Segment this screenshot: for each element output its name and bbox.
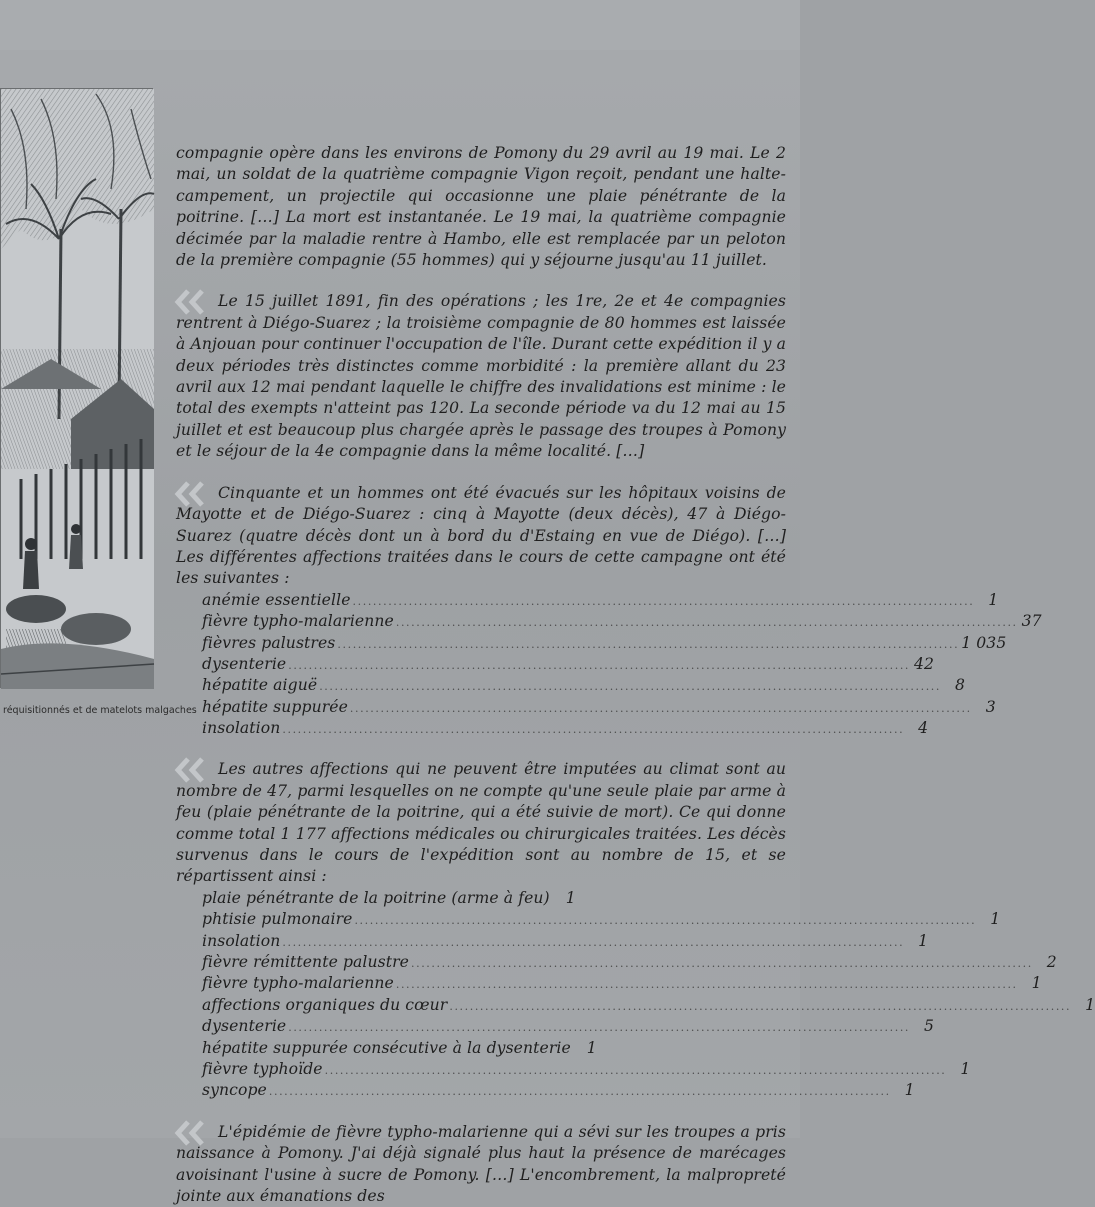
list-item-label: hépatite suppurée: [202, 697, 348, 716]
list-item-value: 2: [1046, 953, 1057, 972]
list-item: [202, 973, 1042, 994]
list-item: [202, 952, 1057, 973]
list-item-value: 1: [988, 590, 999, 609]
list-item-value: 1: [918, 931, 929, 950]
figure-caption: réquisitionnés et de matelots malgaches: [3, 705, 197, 716]
list-item: [202, 611, 1042, 632]
list-item: [202, 909, 1001, 930]
top-margin: [0, 0, 800, 50]
paragraph-3: Cinquante et un hommes ont été évacués sur les hôpitaux voisins de Mayotte et de Diégo-Suarez : cinq à Mayotte (deux décès), 47 à Diégo-Suarez (quatre décès dont un à bord du d'Estaing en vue de Diégo). […] Les différentes affections traitées dans le cours de cette campagne ont été les suivantes :: [176, 483, 786, 588]
list-item-label: insolation: [202, 931, 281, 950]
paragraph-4: Les autres affections qui ne peuvent être imputées au climat sont au nombre de 47, parmi lesquelles on ne compte qu'une seule plaie par arme à feu (plaie pénétrante de la poitrine, qui a été suivie de mort). Ce qui donne comme total 1 177 affections médicales ou chirurgicales traitées. Les décès survenus dans le cours de l'expédition sont au nombre de 15, et se répartissent ainsi :: [176, 760, 786, 886]
list-item-value: 37: [1021, 612, 1042, 631]
paragraph-3-block: [176, 483, 786, 590]
list-item-label: fièvre typho-malarienne: [202, 612, 394, 631]
list-item-value: 1: [990, 910, 1001, 929]
list-item-value: 1: [1085, 995, 1095, 1014]
list-item-value: 1: [904, 1081, 915, 1100]
list-item: [202, 718, 929, 739]
list-item: [202, 675, 965, 696]
list-item-label: phtisie pulmonaire: [202, 910, 353, 929]
list-item-value: 1: [1031, 974, 1042, 993]
list-item: [202, 888, 576, 909]
list-item-label: fièvres palustres: [202, 633, 336, 652]
list-item-value: 5: [924, 1017, 935, 1036]
list-item-label: hépatite aiguë: [202, 676, 318, 695]
list-item-label: hépatite suppurée consécutive à la dysenterie: [202, 1038, 571, 1057]
deaths-list: [176, 888, 1095, 1102]
text-column: [176, 143, 1095, 1207]
paragraph-1: compagnie opère dans les environs de Pomony du 29 avril au 19 mai. Le 2 mai, un soldat de la quatrième compagnie Vigon reçoit, pendant une halte-campement, un projectile qui occasionne une plaie pénétrante de la poitrine. […] La mort est instantanée. Le 19 mai, la quatrième compagnie décimée par la maladie rentre à Hambo, elle est remplacée par un peloton de la première compagnie (55 hommes) qui y séjourne jusqu'au 11 juillet.: [176, 144, 786, 270]
list-item-value: 42: [913, 654, 935, 673]
list-item-value: 1: [586, 1038, 597, 1057]
list-item: [202, 1038, 597, 1059]
list-item-value: 3: [985, 697, 996, 716]
list-item-label: fièvre typho-malarienne: [202, 974, 394, 993]
list-item-value: 1: [565, 888, 576, 907]
list-item-value: 4: [918, 719, 929, 738]
list-item: [202, 1059, 971, 1080]
engraving-illustration: [0, 88, 153, 688]
list-item: [202, 633, 1007, 654]
list-item-label: plaie pénétrante de la poitrine (arme à feu): [202, 888, 550, 907]
list-item-label: affections organiques du cœur: [202, 995, 448, 1014]
list-item-label: anémie essentielle: [202, 590, 351, 609]
list-item-value: 8: [954, 676, 965, 695]
list-item: [202, 654, 935, 675]
list-item: [202, 1016, 935, 1037]
list-item: [202, 1080, 915, 1101]
list-item-label: fièvre rémittente palustre: [202, 953, 410, 972]
list-item: [202, 590, 999, 611]
list-item: [202, 995, 1095, 1016]
paragraph-4-block: [176, 759, 786, 887]
paragraph-2: Le 15 juillet 1891, fin des opérations ; les 1re, 2e et 4e compagnies rentrent à Diégo-Suarez ; la troisième compagnie de 80 hommes est laissée à Anjouan pour continuer l'occupation de l'île. Durant cette expédition il y a deux périodes très distinctes comme morbidité : la première allant du 23 avril aux 12 mai pendant laquelle le chiffre des invalidations est minime : le total des exempts n'atteint pas 120. La seconde période va du 12 mai au 15 juillet et est beaucoup plus chargée après le passage des troupes à Pomony et le séjour de la 4e compagnie dans la même localité. […]: [176, 292, 786, 461]
list-item: [202, 697, 996, 718]
paragraph-2-block: [176, 291, 786, 462]
list-item: [202, 931, 929, 952]
list-item-label: dysenterie: [202, 654, 287, 673]
list-item-value: 1: [960, 1060, 971, 1079]
affections-list: [176, 590, 1042, 740]
paragraph-5: L'épidémie de fièvre typho-malarienne qui a sévi sur les troupes a pris naissance à Pomony. J'ai déjà signalé plus haut la présence de marécages avoisinant l'usine à sucre de Pomony. […] L'encombrement, la malpropreté jointe aux émanations des: [176, 1122, 786, 1206]
list-item-value: 1 035: [961, 633, 1007, 652]
list-item-label: dysenterie: [202, 1017, 287, 1036]
list-item-label: fièvre typhoïde: [202, 1060, 323, 1079]
list-item-label: syncope: [202, 1081, 267, 1100]
list-item-label: insolation: [202, 719, 281, 738]
paragraph-5-block: [176, 1122, 786, 1207]
